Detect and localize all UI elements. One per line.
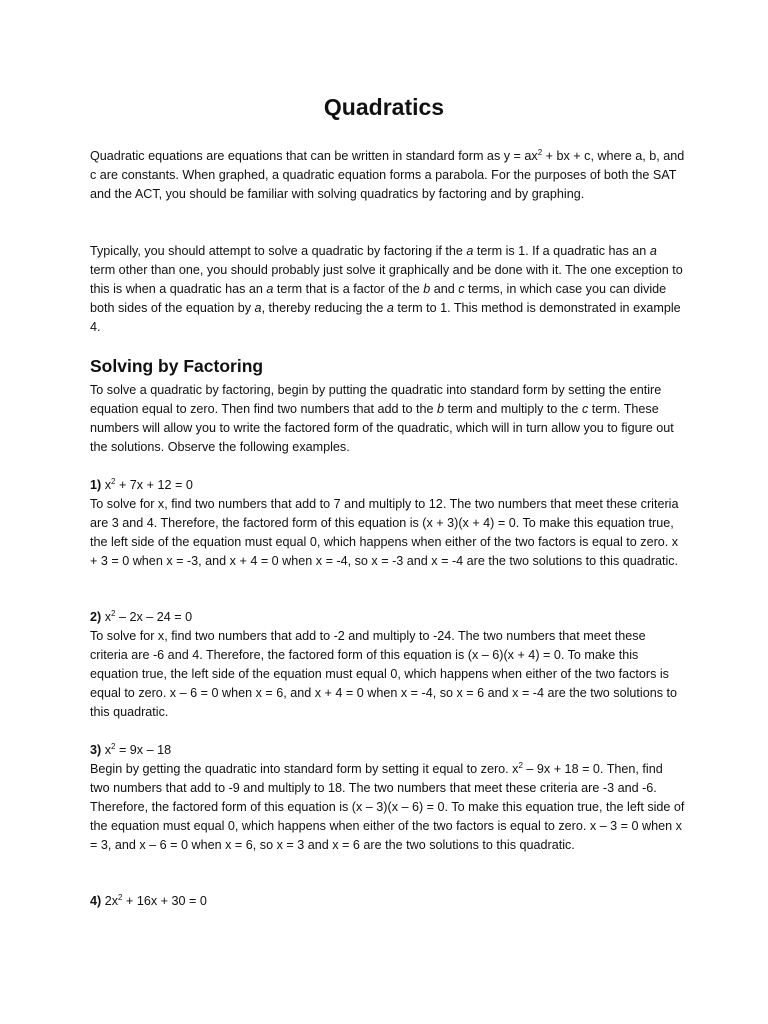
example-4-title — [90, 892, 207, 911]
superscript: 2 — [118, 893, 123, 902]
superscript: 2 — [537, 148, 543, 157]
text-run: and — [430, 282, 459, 296]
italic-term: a — [466, 244, 474, 258]
italic-term: a — [266, 282, 274, 296]
text-run: Begin by getting the quadratic into standard form by setting it equal to zero. x — [90, 762, 519, 776]
example-number: 2) — [90, 610, 102, 624]
intro-p1-text: + bx + c, where a, b, and c are constants. When graphed, a quadratic equation forms a parabola. For the purposes of both the SAT and the ACT, you should be familiar with solving quadratics by factoring and by graphing. — [90, 149, 685, 201]
text-run: , thereby reducing the — [261, 301, 387, 315]
example-1-body: To solve for x, find two numbers that add to 7 and multiply to 12. The two numbers that meet these criteria are 3 and 4. Therefore, the factored form of this equation is (x + 3)(x + 4) = 0. To make this equation true, the left side of the equation must equal 0, which happens when either of the two factors is equal to zero. x + 3 = 0 when x = -3, and x + 4 = 0 when x = -4, so x = -3 and x = -4 are the two solutions to this quadratic. — [90, 497, 679, 568]
text-run: term to 1. This method is demonstrated in example 4. — [90, 301, 681, 334]
example-number: 4) — [90, 894, 102, 908]
text-run: terms, in which case you can divide both sides of the equation by — [90, 282, 667, 315]
text-run: term other than one, you should probably just solve it graphically and be done with it. The one exception to this is when a quadratic has an — [90, 263, 683, 296]
equation-text: x — [101, 478, 111, 492]
example-2-body: To solve for x, find two numbers that add to -2 and multiply to -24. The two numbers that meet these criteria are -6 and 4. Therefore, the factored form of this equation is (x – 6)(x + 4) = 0. To make this equation true, the left side of the equation must equal 0, which happens when either of the two factors is equal to zero. x – 6 = 0 when x = 6, and x + 4 = 0 when x = -4, so x = 6 and x = -4 are the two solutions to this quadratic. — [90, 629, 678, 719]
italic-term: b — [437, 402, 445, 416]
example-3-title — [90, 741, 171, 760]
superscript: 2 — [111, 609, 116, 618]
equation-text: – 2x – 24 = 0 — [115, 610, 193, 624]
text-run: Typically, you should attempt to solve a quadratic by factoring if the — [90, 244, 467, 258]
equation-text: = 9x – 18 — [115, 743, 172, 757]
text-run: To solve a quadratic by factoring, begin by putting the quadratic into standard form by setting the entire equation equal to zero. Then find two numbers that add to the — [90, 383, 662, 416]
page-title: Quadratics — [323, 94, 445, 120]
equation-text: x — [101, 610, 111, 624]
example-number: 3) — [90, 743, 102, 757]
intro-paragraph-1 — [90, 147, 685, 204]
section-heading: Solving by Factoring — [90, 356, 264, 376]
example-1-title — [90, 476, 193, 495]
section-paragraph — [90, 381, 685, 457]
example-2-title — [90, 608, 192, 627]
equation-text: 2x — [101, 894, 119, 908]
text-run: – 9x + 18 = 0. Then, find two numbers that add to -9 and multiply to 18. The two numbers that meet these criteria are -3 and -6. Therefore, the factored form of this equation is (x – 3)(x – 6) = 0. To make this equation true, the left side of the equation must equal 0, which happens when either of the two factors is equal to zero. x – 3 = 0 when x = 3, and x – 6 = 0 when x = 6, so x = 3 and x = 6 are the two solutions to this quadratic. — [90, 762, 685, 852]
italic-term: b — [423, 282, 431, 296]
equation-text: + 7x + 12 = 0 — [115, 478, 193, 492]
text-run: term that is a factor of the — [273, 282, 424, 296]
superscript: 2 — [518, 761, 523, 770]
example-3-body — [90, 760, 685, 855]
equation-text: x — [101, 743, 111, 757]
text-run: term. These numbers will allow you to write the factored form of the quadratic, which will in turn allow you to figure out the solutions. Observe the following examples. — [90, 402, 674, 454]
italic-term: a — [649, 244, 657, 258]
intro-p1-text: Quadratic equations are equations that can be written in standard form as y = ax — [90, 149, 538, 163]
text-run: term is 1. If a quadratic has an — [473, 244, 650, 258]
italic-term: c — [581, 402, 589, 416]
superscript: 2 — [111, 742, 116, 751]
italic-term: a — [254, 301, 262, 315]
text-run: term and multiply to the — [444, 402, 582, 416]
italic-term: c — [458, 282, 465, 296]
example-number: 1) — [90, 478, 102, 492]
intro-paragraph-2 — [90, 242, 685, 337]
superscript: 2 — [111, 477, 116, 486]
italic-term: a — [386, 301, 394, 315]
equation-text: + 16x + 30 = 0 — [122, 894, 207, 908]
